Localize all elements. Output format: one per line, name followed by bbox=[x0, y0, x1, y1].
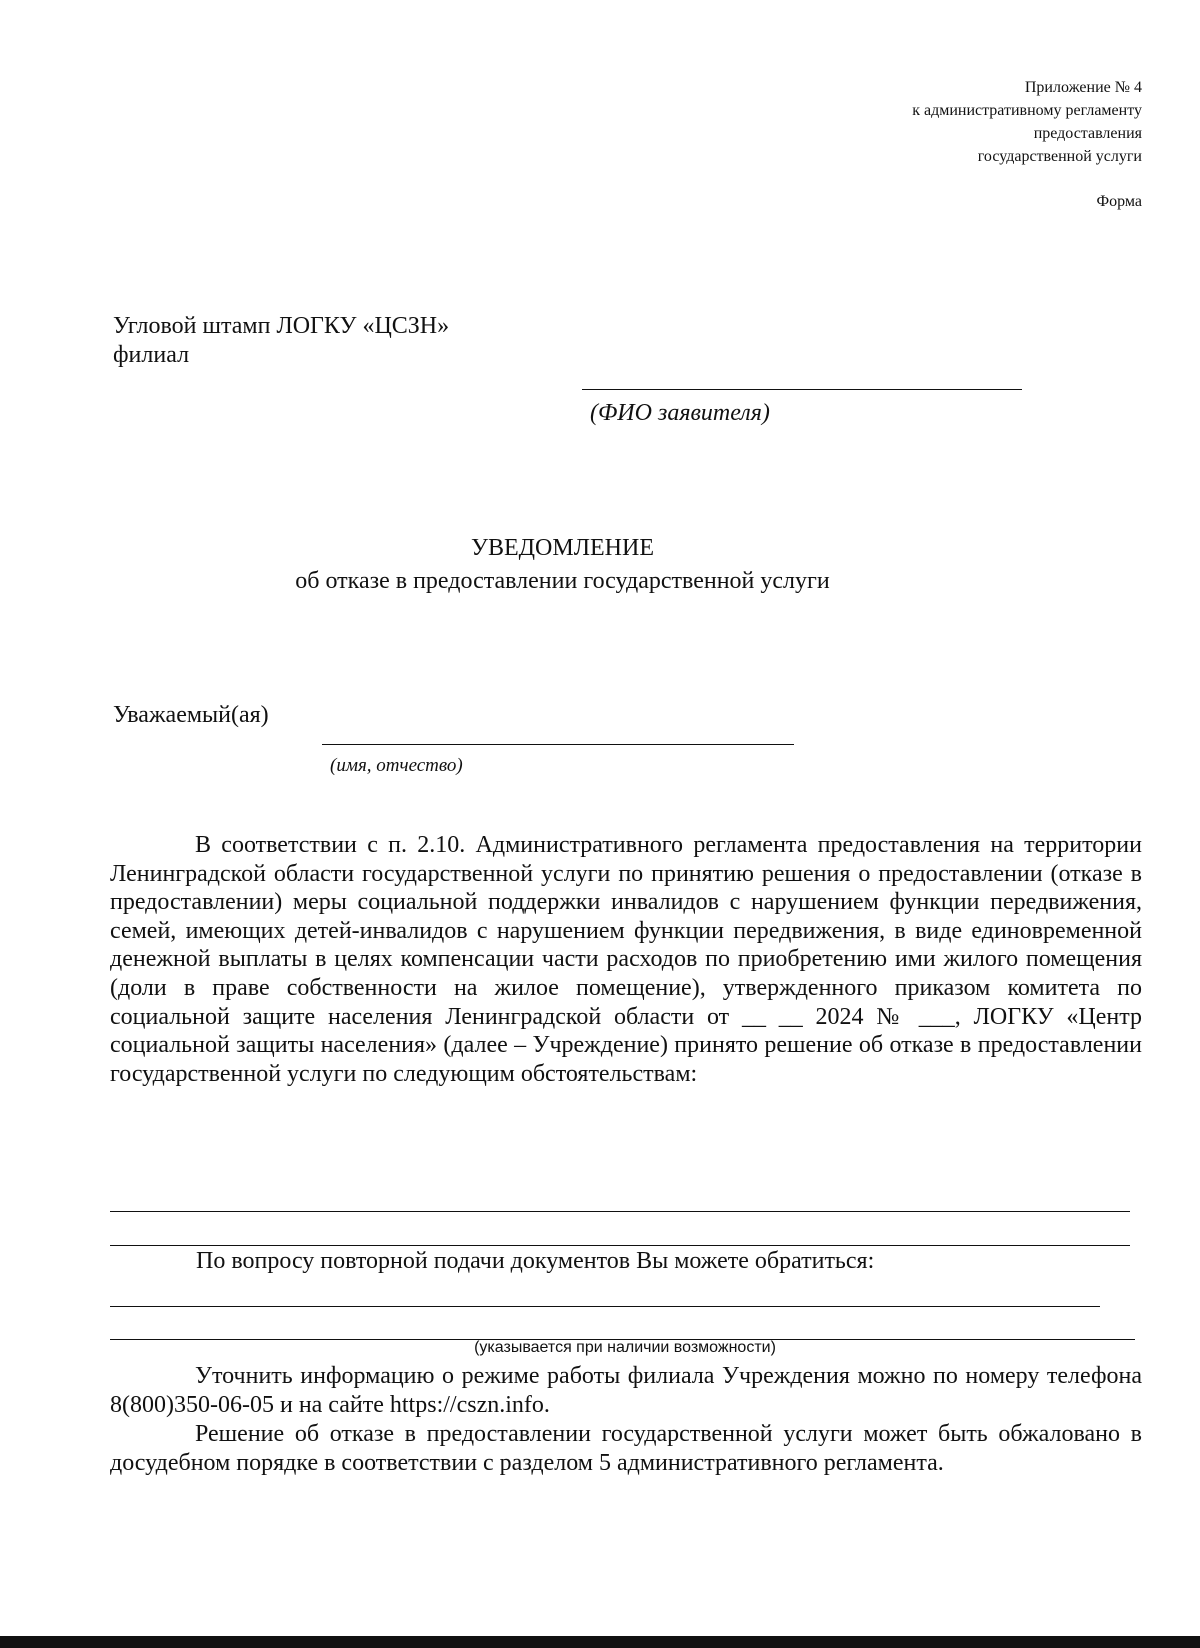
appendix-line-2: к административному регламенту bbox=[912, 102, 1142, 119]
stamp-line-2: филиал bbox=[113, 342, 190, 368]
notice-title: УВЕДОМЛЕНИЕ bbox=[471, 535, 654, 561]
notice-subtitle: об отказе в предоставлении государственной услуги bbox=[295, 568, 830, 594]
appendix-line-4: государственной услуги bbox=[977, 148, 1142, 165]
salutation: Уважаемый(ая) bbox=[113, 702, 269, 728]
applicant-name-field bbox=[582, 388, 1022, 390]
reason-blank-line-1 bbox=[110, 1210, 1130, 1212]
recipient-name-field bbox=[322, 743, 794, 745]
scan-edge-bar bbox=[0, 1636, 1200, 1648]
appendix-line-1: Приложение № 4 bbox=[1024, 79, 1142, 96]
reapply-caption: (указывается при наличии возможности) bbox=[474, 1339, 776, 1356]
appeal-paragraph: Решение об отказе в предоставлении государственной услуги может быть обжаловано в досудебном порядке в соответствии с разделом 5 административного регламента. bbox=[110, 1421, 1142, 1476]
applicant-name-caption: (ФИО заявителя) bbox=[590, 400, 770, 426]
contact-blank-line-1 bbox=[110, 1305, 1100, 1307]
reapply-text: По вопросу повторной подачи документов Вы можете обратиться: bbox=[196, 1248, 875, 1274]
form-label: Форма bbox=[1096, 193, 1142, 210]
info-paragraph: Уточнить информацию о режиме работы филиала Учреждения можно по номеру телефона 8(800)350-06-05 и на сайте https://cszn.info. bbox=[110, 1363, 1142, 1418]
corner-stamp bbox=[113, 312, 449, 370]
main-paragraph: В соответствии с п. 2.10. Административного регламента предоставления на территории Ленинградской области государственной услуги по принятию решения о предоставлении (отказе в предоставлении) меры социальной поддержки инвалидов с нарушением функции передвижения, семей, имеющих детей-инвалидов с нарушением функции передвижения, в виде единовременной денежной выплаты в целях компенсации части расходов по приобретению ими жилого помещения (доли в праве собственности на жилое помещение), утвержденного приказом комитета по социальной защите населения Ленинградской области от __ __ 2024 № ___, ЛОГКУ «Центр социальной защиты населения» (далее – Учреждение) принято решение об отказе в предоставлении государственной услуги по следующим обстоятельствам: bbox=[110, 832, 1142, 1087]
appendix-line-3: предоставления bbox=[1033, 125, 1142, 142]
recipient-name-caption: (имя, отчество) bbox=[330, 755, 463, 776]
appendix-note bbox=[912, 76, 1142, 168]
stamp-line-1: Угловой штамп ЛОГКУ «ЦСЗН» bbox=[113, 313, 450, 339]
